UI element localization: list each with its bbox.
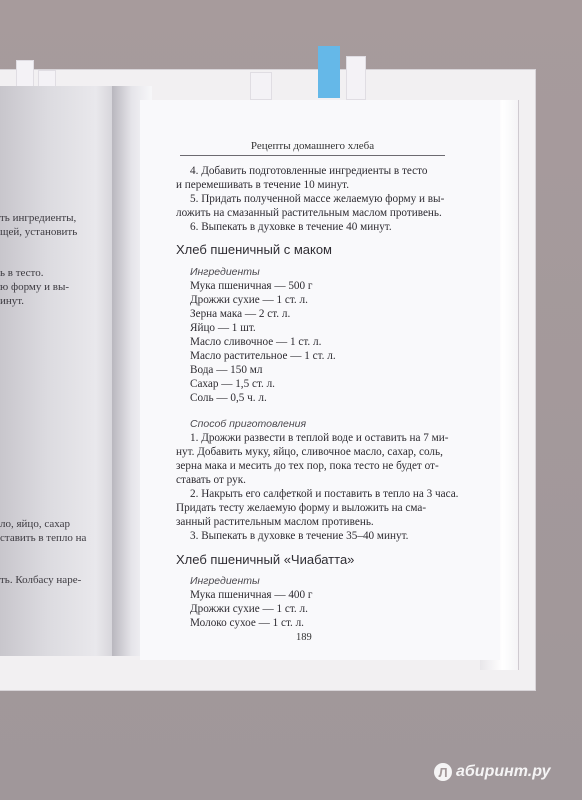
method-line: 2. Накрыть его салфеткой и поставить в тепло на 3 часа. — [190, 488, 459, 500]
method-line: ставать от рук. — [176, 474, 246, 486]
ingredient-item: Яйцо — 1 шт. — [190, 322, 256, 334]
ingredient-item: Дрожжи сухие — 1 ст. л. — [190, 603, 308, 615]
watermark — [434, 763, 551, 781]
bookmark-tab — [346, 56, 366, 100]
recipe-title: Хлеб пшеничный с маком — [176, 242, 332, 257]
ingredients-label: Ингредиенты — [190, 575, 260, 587]
method-line: 3. Выпекать в духовке в течение 35–40 минут. — [190, 530, 409, 542]
labirint-logo-icon: Л — [434, 763, 452, 781]
left-page-line: ю форму и вы- — [0, 281, 70, 293]
method-line: нут. Добавить муку, яйцо, сливочное масло, сахар, соль, — [176, 446, 443, 458]
method-line: зерна мака и месить до тех пор, пока тесто не будет от- — [176, 460, 439, 472]
ingredient-item: Мука пшеничная — 400 г — [190, 589, 313, 601]
left-page-line: ло, яйцо, сахар — [0, 518, 70, 530]
ingredient-item: Зерна мака — 2 ст. л. — [190, 308, 291, 320]
page-number: 189 — [296, 632, 312, 643]
method-line: 1. Дрожжи развести в теплой воде и оставить на 7 ми- — [190, 432, 449, 444]
ingredient-item: Молоко сухое — 1 ст. л. — [190, 617, 304, 629]
ingredient-item: Масло растительное — 1 ст. л. — [190, 350, 336, 362]
left-page-line: ь в тесто. — [0, 267, 44, 279]
ingredient-item: Сахар — 1,5 ст. л. — [190, 378, 275, 390]
left-page-line: инут. — [0, 295, 25, 307]
left-page-line: ть ингредиенты, — [0, 212, 77, 224]
method-label: Способ приготовления — [190, 418, 307, 430]
bookmark-tab — [250, 72, 272, 100]
step-line: 5. Придать полученной массе желаемую форму и вы- — [190, 193, 445, 205]
method-line: Придать тесту желаемую форму и выложить на сма- — [176, 502, 427, 514]
ingredient-item: Дрожжи сухие — 1 ст. л. — [190, 294, 308, 306]
left-page-line: щей, установить — [0, 226, 78, 238]
left-page — [0, 86, 120, 656]
step-line: 4. Добавить подготовленные ингредиенты в тесто — [190, 165, 428, 177]
ingredient-item: Масло сливочное — 1 ст. л. — [190, 336, 322, 348]
step-line: и перемешивать в течение 10 минут. — [176, 179, 350, 191]
step-line: 6. Выпекать в духовке в течение 40 минут. — [190, 221, 392, 233]
ingredients-label: Ингредиенты — [190, 266, 260, 278]
ingredient-item: Мука пшеничная — 500 г — [190, 280, 313, 292]
bookmark-tab — [318, 46, 340, 98]
left-page-line: ставить в тепло на — [0, 532, 87, 544]
recipe-title: Хлеб пшеничный «Чиабатта» — [176, 552, 355, 567]
step-line: ложить на смазанный растительным маслом противень. — [176, 207, 442, 219]
method-line: занный растительным маслом противень. — [176, 516, 374, 528]
ingredient-item: Вода — 150 мл — [190, 364, 263, 376]
watermark-text: абиринт.ру — [456, 763, 551, 780]
left-page-line: ть. Колбасу наре- — [0, 574, 82, 586]
ingredient-item: Соль — 0,5 ч. л. — [190, 392, 267, 404]
running-header: Рецепты домашнего хлеба — [180, 140, 445, 156]
